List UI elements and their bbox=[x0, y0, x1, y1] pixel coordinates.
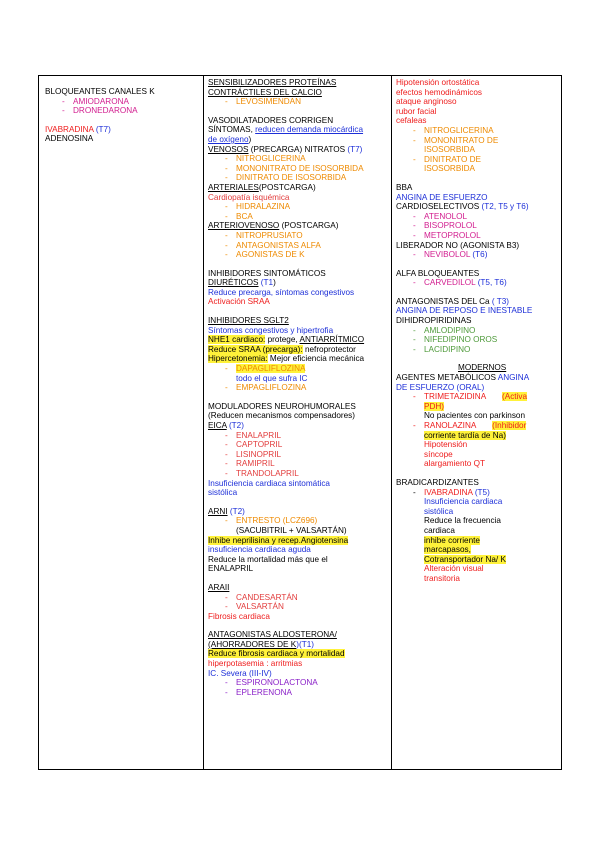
section-title: SENSIBILIZADORES PROTEÍNAS bbox=[208, 78, 337, 87]
list-item: - BCA bbox=[225, 211, 253, 221]
subsection-title: CARDIOSELECTIVOS (T2, T5 y T6) bbox=[396, 202, 529, 212]
list-item: - NIFEDIPINO OROS bbox=[413, 335, 498, 345]
text-line: Hipotensión bbox=[424, 440, 468, 450]
list-item: - TRIMETAZIDINA (Activa bbox=[413, 392, 528, 402]
text-line: cardiaca bbox=[424, 525, 455, 535]
list-item: - METOPROLOL bbox=[413, 230, 481, 240]
list-item: - AMLODIPINO bbox=[413, 325, 476, 335]
section-title: INHIBIDORES SINTOMÁTICOS bbox=[208, 268, 326, 278]
text-line: Alteración visual bbox=[424, 564, 484, 574]
subsection-title: ARTERIOVENOSO (POSTCARGA) bbox=[208, 221, 339, 231]
list-item: - TRANDOLAPRIL bbox=[225, 468, 299, 478]
list-item: - AGONISTAS DE K bbox=[225, 250, 305, 260]
subsection-title: DIURÉTICOS (T1) bbox=[208, 278, 276, 288]
list-item: - IVABRADINA (T5) bbox=[413, 487, 490, 497]
text-line: SÍNTOMAS, reducen demanda miocárdica bbox=[208, 125, 364, 135]
text-line: marcapasos, bbox=[424, 545, 471, 555]
list-item: - DAPAGLIFLOZINA bbox=[225, 364, 306, 374]
text-line: alargamiento QT bbox=[424, 459, 485, 469]
text-line: insuficiencia cardiaca aguda bbox=[208, 545, 311, 555]
list-item: - CANDESARTÁN bbox=[225, 592, 298, 602]
section-title: BLOQUEANTES CANALES K bbox=[45, 87, 155, 96]
list-item: - EPLERENONA bbox=[225, 687, 292, 697]
text-line: (SACUBITRIL + VALSARTÁN) bbox=[236, 525, 347, 535]
column-3 bbox=[392, 76, 562, 769]
list-item: - ATENOLOL bbox=[413, 211, 468, 221]
column-1 bbox=[39, 76, 204, 769]
text-line: Inhibe neprilisina y recep.Angiotensina bbox=[208, 535, 349, 545]
text-line: Reduce precarga, síntomas congestivos bbox=[208, 287, 355, 297]
column-2 bbox=[204, 76, 392, 769]
text-line: Hipercetonemia: Mejor eficiencia mecánica bbox=[208, 354, 365, 364]
section-title: BRADICARDIZANTES bbox=[396, 477, 479, 487]
text-line: Hipotensión ortostática bbox=[396, 78, 480, 87]
subsection-title: AGENTES METABÓLICOS ANGINA bbox=[396, 373, 530, 383]
text-line: inhibe corriente bbox=[424, 535, 480, 545]
text-line: todo el que sufra IC bbox=[236, 373, 308, 383]
list-item: - DRONEDARONA bbox=[62, 106, 138, 116]
list-item: - LISINOPRIL bbox=[225, 449, 282, 459]
text-line: hiperpotasemia : arritmias bbox=[208, 659, 303, 669]
section-title: INHIBIDORES SGLT2 bbox=[208, 316, 289, 326]
text-line: efectos hemodinámicos bbox=[396, 87, 483, 97]
section-title: ANTAGONISTAS ALDOSTERONA/ bbox=[208, 630, 337, 640]
section-title: CONTRÁCTILES DEL CALCIO bbox=[208, 87, 322, 97]
text-line: Reduce la mortalidad más que el bbox=[208, 554, 328, 564]
adenosina-line: ADENOSINA bbox=[45, 134, 94, 144]
list-item: - NITROGLICERINA bbox=[225, 154, 306, 164]
text-line: corriente tardía de Na) bbox=[424, 430, 506, 440]
section-title: VASODILATADORES CORRIGEN bbox=[208, 115, 334, 125]
text-line: IC. Severa (III-IV) bbox=[208, 668, 272, 678]
text-line: sistólica bbox=[424, 506, 454, 516]
list-item: - MONONITRATO DE ISOSORBIDA bbox=[413, 135, 499, 155]
text-line: de oxígeno) bbox=[208, 134, 252, 144]
text-line: DE ESFUERZO (ORAL) bbox=[396, 382, 485, 392]
text-line: transitoria bbox=[424, 573, 460, 583]
section-title: MODULADORES NEUROHUMORALES bbox=[208, 401, 356, 411]
subsection-title: ARTERIALES(POSTCARGA) bbox=[208, 182, 316, 192]
list-item: - ENTRESTO (LCZ696) bbox=[225, 516, 318, 526]
list-item: - RAMIPRIL bbox=[225, 459, 275, 469]
list-item: - NEVIBOLOL (T6) bbox=[413, 250, 488, 260]
text-line: Insuficiencia cardiaca bbox=[424, 497, 503, 507]
text-line: Activación SRAA bbox=[208, 297, 270, 307]
text-line: Insuficiencia cardiaca sintomática bbox=[208, 478, 330, 488]
section-title: ALFA BLOQUEANTES bbox=[396, 268, 480, 278]
section-title: ANTAGONISTAS DEL Ca ( T3) bbox=[396, 296, 509, 306]
section-title: BBA bbox=[396, 182, 413, 192]
text-line: ataque anginoso bbox=[396, 97, 457, 107]
text-line: ANGINA DE ESFUERZO bbox=[396, 192, 488, 202]
list-item: - AMIODARONA bbox=[62, 96, 129, 106]
text-line: cefaleas bbox=[396, 116, 427, 126]
section-title: (AHORRADORES DE K)(T1) bbox=[208, 639, 314, 649]
text-line: síncope bbox=[424, 449, 453, 459]
list-item: - NITROPRUSIATO bbox=[225, 230, 303, 240]
text-line: Síntomas congestivos y hipertrofia bbox=[208, 325, 334, 335]
list-item: - DINITRATO DE ISOSORBIDA bbox=[413, 154, 482, 174]
list-item: - VALSARTÁN bbox=[225, 602, 284, 612]
section-title: MODERNOS bbox=[458, 363, 507, 373]
subsection-title: EICA (T2) bbox=[208, 421, 244, 430]
text-line: sistólica bbox=[208, 488, 238, 498]
text-line: Reduce la frecuencia bbox=[424, 516, 501, 526]
subsection-title: VENOSOS (PRECARGA) NITRATOS (T7) bbox=[208, 144, 363, 154]
text-line: PDH) bbox=[424, 401, 445, 411]
list-item: - ESPIRONOLACTONA bbox=[225, 678, 318, 688]
list-item: - ENALAPRIL bbox=[225, 430, 282, 440]
text-line: ENALAPRIL bbox=[208, 564, 254, 574]
list-item: - NITROGLICERINA bbox=[413, 125, 494, 135]
list-item: - BISOPROLOL bbox=[413, 221, 477, 231]
list-item: - DINITRATO DE ISOSORBIDA bbox=[225, 173, 347, 183]
text-line: ANGINA DE REPOSO E INESTABLE bbox=[396, 306, 533, 316]
document-table bbox=[38, 75, 562, 770]
text-line: Cotransportador Na/ K bbox=[424, 554, 506, 564]
text-line: Cardiopatía isquémica bbox=[208, 192, 290, 202]
subsection-title: LIBERADOR NO (AGONISTA B3) bbox=[396, 240, 520, 250]
list-item: - HIDRALAZINA bbox=[225, 202, 291, 212]
text-line: Reduce SRAA (precarga): nefroprotector bbox=[208, 344, 356, 354]
text-line: Reduce fibrosis cardiaca y mortalidad bbox=[208, 649, 345, 659]
list-item: - CAPTOPRIL bbox=[225, 440, 283, 450]
subsection-title: ARAII bbox=[208, 582, 230, 592]
list-item: - LEVOSIMENDAN bbox=[225, 97, 302, 107]
list-item: - EMPAGLIFLOZINA bbox=[225, 383, 307, 393]
ivabradina-line: IVABRADINA (T7) bbox=[45, 124, 111, 134]
text-line: Fibrosis cardiaca bbox=[208, 611, 270, 621]
subsection-title: DIHIDROPIRIDINAS bbox=[396, 316, 472, 326]
list-item: - ANTAGONISTAS ALFA bbox=[225, 240, 321, 250]
text-line: (Reducen mecanismos compensadores) bbox=[208, 411, 355, 421]
list-item: - CARVEDILOL (T5, T6) bbox=[413, 278, 507, 288]
list-item: - LACIDIPINO bbox=[413, 344, 471, 354]
list-item: - RANOLAZINA (Inhibidor bbox=[413, 421, 527, 430]
text-line: No pacientes con parkinson bbox=[424, 411, 526, 421]
subsection-title: ARNI (T2) bbox=[208, 506, 245, 516]
text-line: NHE1 cardiaco: protege, ANTIARRÍTMICO bbox=[208, 335, 365, 345]
list-item: - MONONITRATO DE ISOSORBIDA bbox=[225, 163, 364, 173]
text-line: rubor facial bbox=[396, 106, 437, 116]
